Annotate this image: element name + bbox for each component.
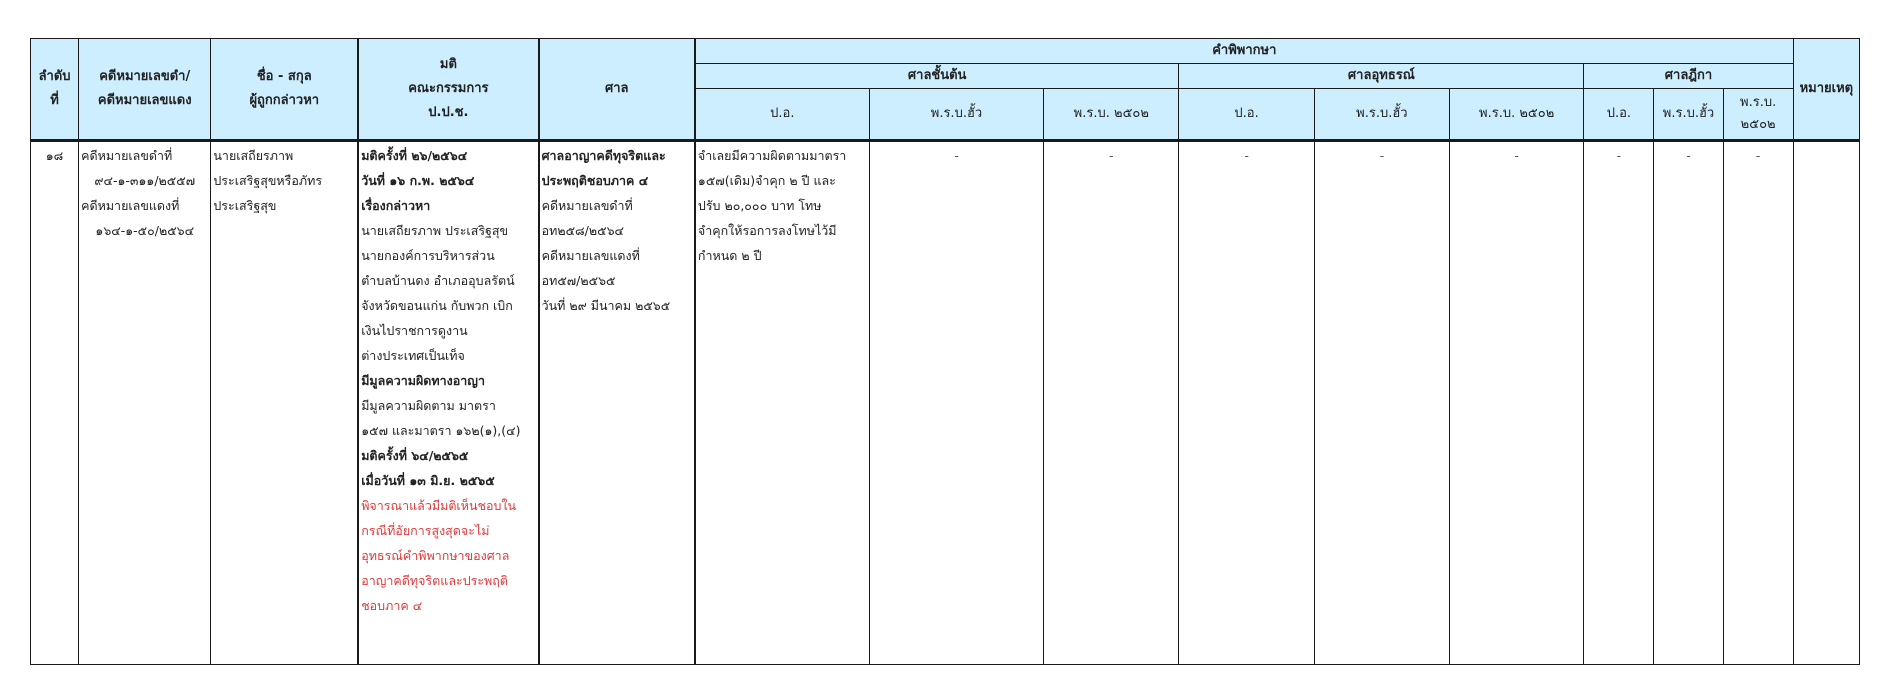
header-appeal-pa: ป.อ. xyxy=(1179,89,1314,141)
cell-supreme-prb: - xyxy=(1654,141,1723,665)
header-supreme-prb2502: พ.ร.บ. ๒๕๐๒ xyxy=(1723,89,1793,141)
header-first-pa: ป.อ. xyxy=(695,89,869,141)
cell-first-prb: - xyxy=(869,141,1043,665)
cell-case-number: คดีหมายเลขดำที่ ๙๔-๑-๓๑๑/๒๕๕๗ คดีหมายเลขแดงที่ ๑๖๔-๑-๕๐/๒๕๖๔ xyxy=(79,141,211,665)
cell-first-pa: จำเลยมีความผิดตามมาตรา ๑๕๗(เดิม)จำคุก ๒ ปี และ ปรับ ๒๐,๐๐๐ บาท โทษ จำคุกให้รอการลงโทษไว้มี กำหนด ๒ ปี xyxy=(695,141,869,665)
header-order: ลำดับ ที่ xyxy=(31,39,79,141)
cell-supreme-prb2502: - xyxy=(1723,141,1793,665)
case-table xyxy=(30,38,1860,665)
header-judgment: คำพิพากษา xyxy=(695,39,1793,64)
cell-accused-name: นายเสถียรภาพ ประเสริฐสุขหรือภัทร ประเสริฐสุข xyxy=(211,141,358,665)
header-court: ศาล xyxy=(539,39,695,141)
cell-appeal-prb2502: - xyxy=(1450,141,1584,665)
header-resolution: มติ คณะกรรมการ ป.ป.ช. xyxy=(358,39,538,141)
cell-remark xyxy=(1793,141,1859,665)
header-supreme-prb: พ.ร.บ.ฮั้ว xyxy=(1654,89,1723,141)
header-court-supreme: ศาลฎีกา xyxy=(1584,64,1793,89)
cell-supreme-pa: - xyxy=(1584,141,1654,665)
table-header xyxy=(31,39,1860,141)
header-remark: หมายเหตุ xyxy=(1793,39,1859,141)
header-first-prb: พ.ร.บ.ฮั้ว xyxy=(869,89,1043,141)
header-case-number: คดีหมายเลขดำ/ คดีหมายเลขแดง xyxy=(79,39,211,141)
cell-first-prb2502: - xyxy=(1044,141,1179,665)
cell-order: ๑๘ xyxy=(31,141,79,665)
table-row xyxy=(31,141,1860,665)
header-supreme-pa: ป.อ. xyxy=(1584,89,1654,141)
header-appeal-prb2502: พ.ร.บ. ๒๕๐๒ xyxy=(1450,89,1584,141)
header-court-first: ศาลชั้นต้น xyxy=(695,64,1179,89)
cell-resolution: มติครั้งที่ ๒๖/๒๕๖๔ วันที่ ๑๖ ก.พ. ๒๕๖๔ เรื่องกล่าวหา นายเสถียรภาพ ประเสริฐสุข นายกองค์การบริหารส่วน ตำบลบ้านดง อำเภออุบลรัตน์ จังหวัดขอนแก่น กับพวก เบิก เงินไปราชการดูงาน ต่างประเทศเป็นเท็จ มีมูลความผิดทางอาญา มีมูลความผิดตาม มาตรา ๑๕๗ และมาตรา ๑๖๒(๑),(๔) มติครั้งที่ ๖๔/๒๕๖๕ เมื่อวันที่ ๑๓ มิ.ย. ๒๕๖๕ พิจารณาแล้วมีมติเห็นชอบใน กรณีที่อัยการสูงสุดจะไม่ อุทธรณ์คำพิพากษาของศาล อาญาคดีทุจริตและประพฤติ ชอบภาค ๔ xyxy=(358,141,538,665)
cell-court: ศาลอาญาคดีทุจริตและ ประพฤติชอบภาค ๔ คดีหมายเลขดำที่ อท๒๕๘/๒๕๖๔ คดีหมายเลขแดงที่ อท๕๗/๒๕๖๕ วันที่ ๒๙ มีนาคม ๒๕๖๕ xyxy=(539,141,695,665)
header-court-appeal: ศาลอุทธรณ์ xyxy=(1179,64,1584,89)
cell-appeal-prb: - xyxy=(1314,141,1449,665)
header-first-prb2502: พ.ร.บ. ๒๕๐๒ xyxy=(1044,89,1179,141)
header-appeal-prb: พ.ร.บ.ฮั้ว xyxy=(1314,89,1449,141)
header-accused-name: ชื่อ - สกุล ผู้ถูกกล่าวหา xyxy=(211,39,358,141)
cell-appeal-pa: - xyxy=(1179,141,1314,665)
